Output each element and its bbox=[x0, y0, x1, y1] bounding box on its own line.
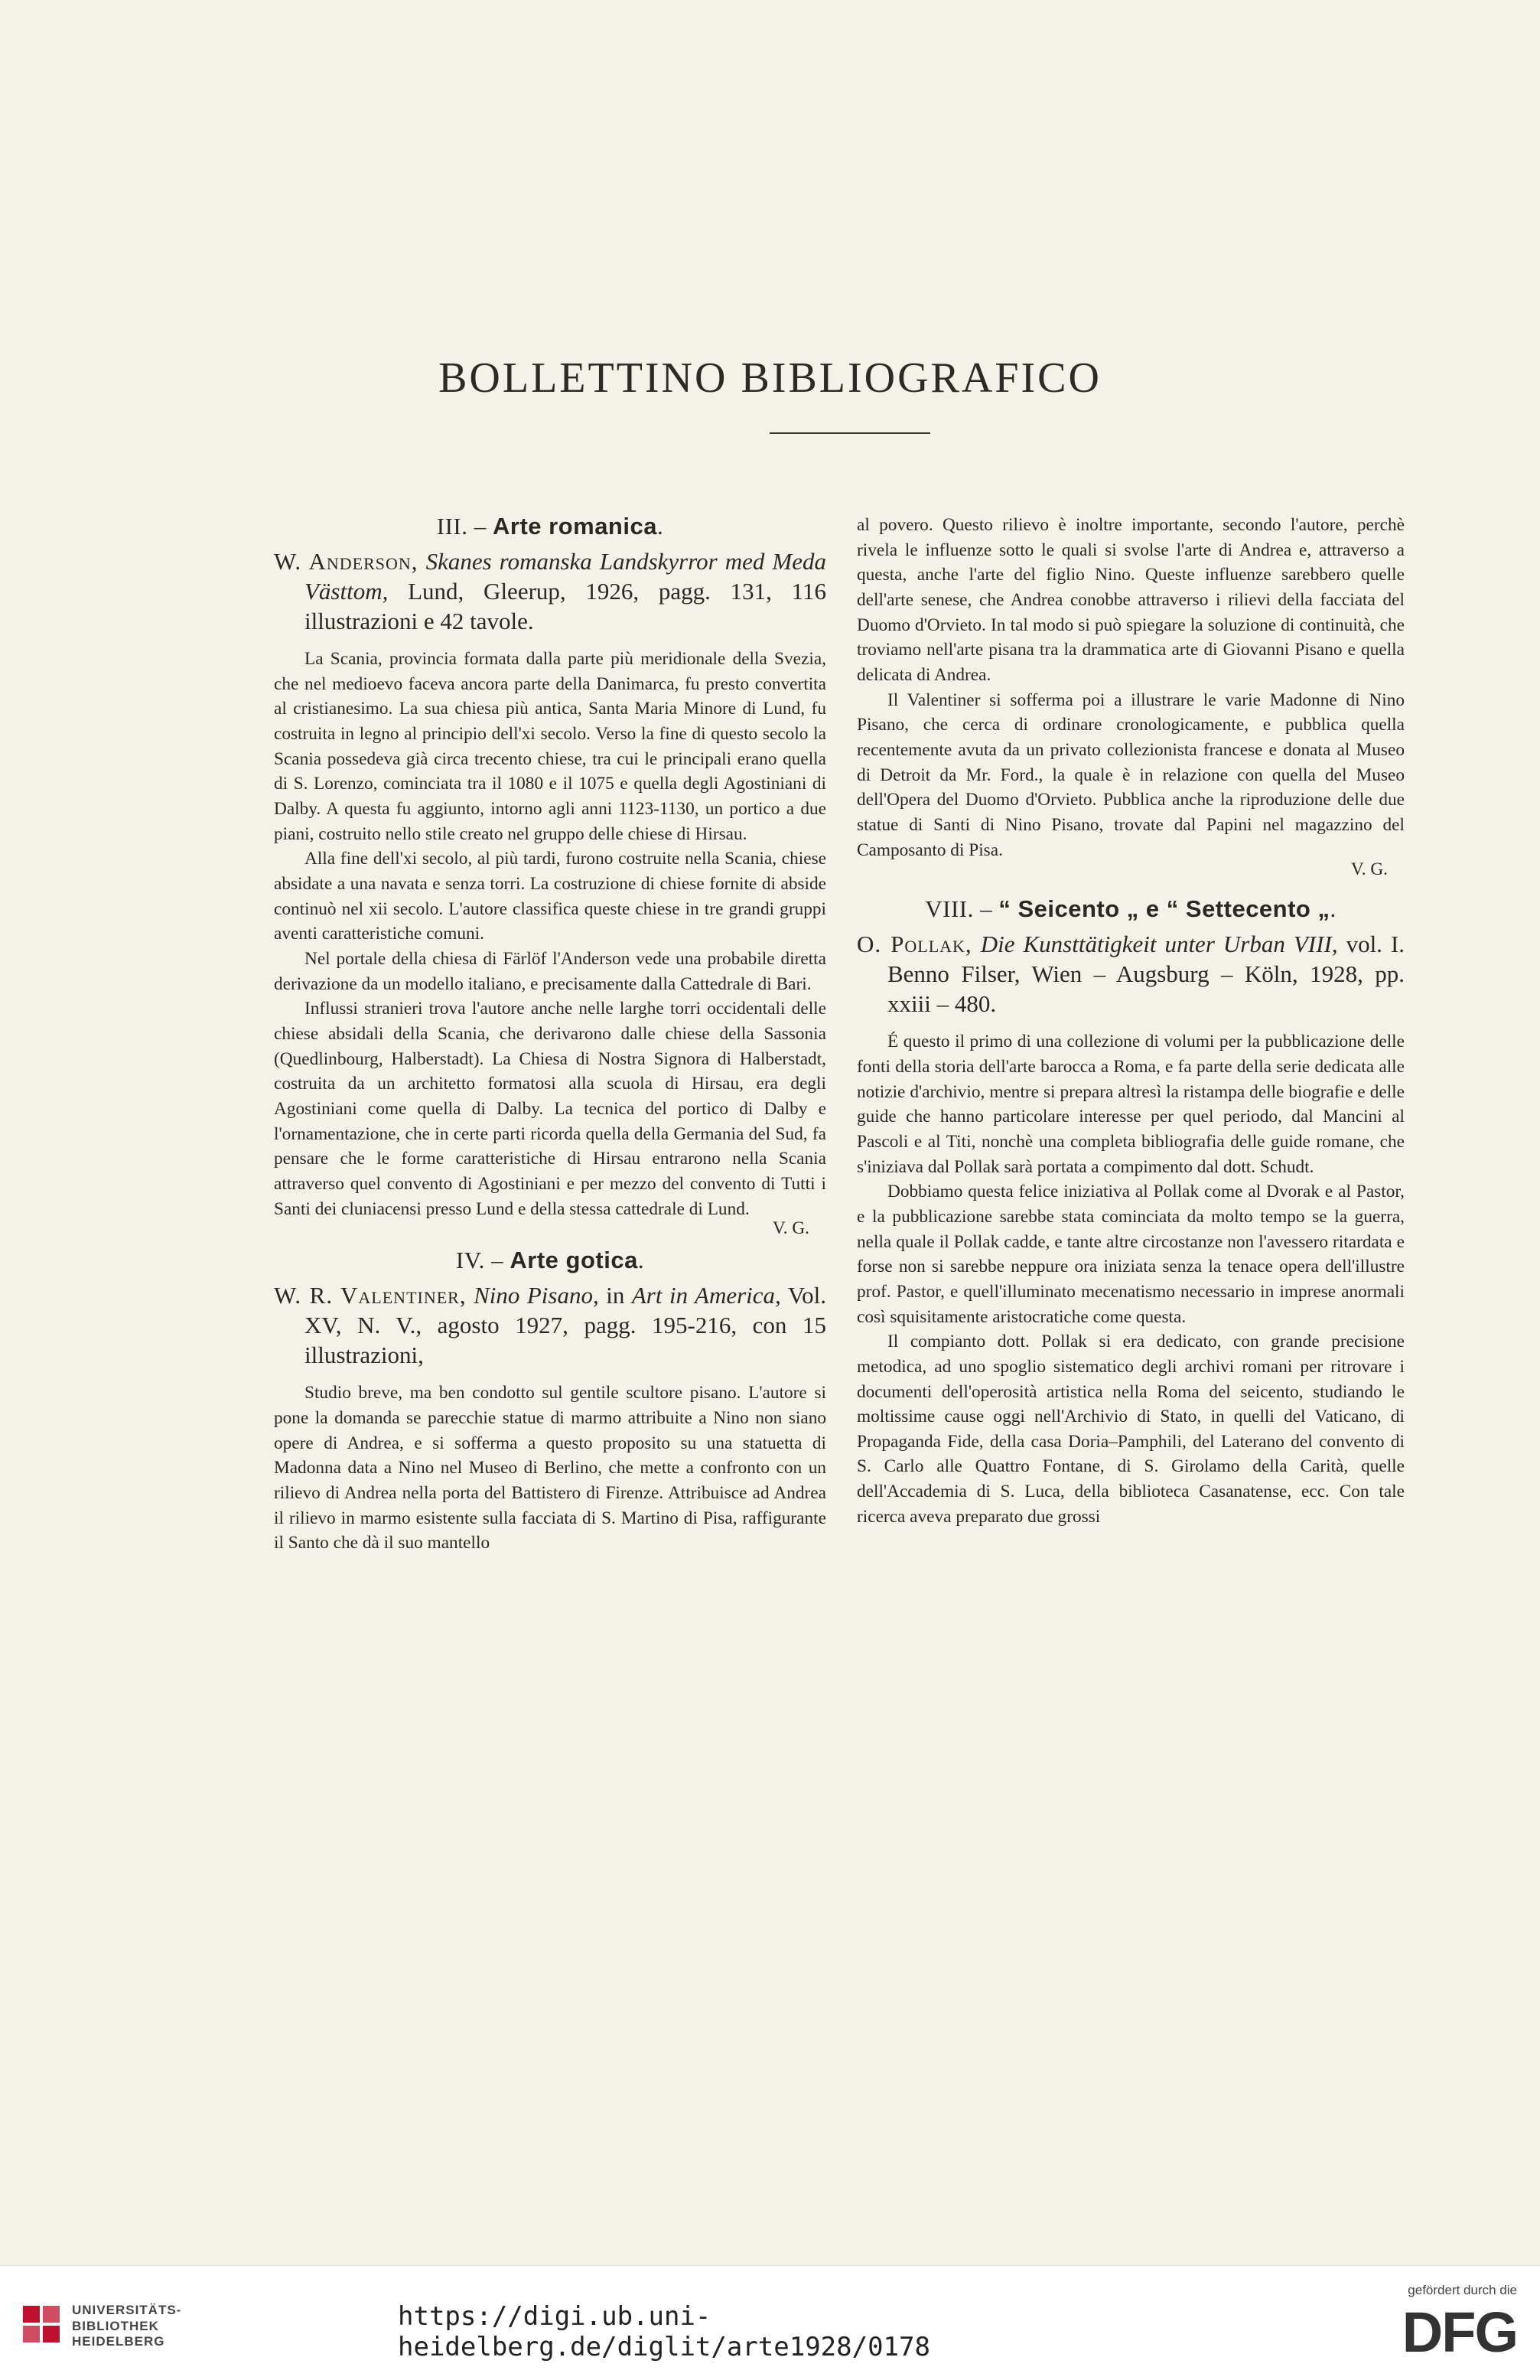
paragraph: Studio breve, ma ben condotto sul gentile scultore pisano. L'autore si pone la domanda se parecchie statue di marmo attribuite a Nino non siano opere di Andrea, e si sofferma a questo proposito su una statuetta di Madonna data a Nino nel Museo di Berlino, che mette a confronto con un rilievo di Andrea nella porta del Battistero di Firenze. Attribuisce ad Andrea il rilievo in marmo esistente sulla facciata di S. Martino di Pisa, raffigurante il Santo che dà il suo mantello bbox=[274, 1383, 826, 1554]
entry-author: W. R. Valentiner, bbox=[274, 1282, 467, 1309]
entry-publication: Lund, Gleerup, 1926, pagg. 131, 116 illustrazioni e 42 tavole. bbox=[304, 578, 826, 635]
entry-publication: Vol. XV, N. V., agosto 1927, pagg. 195-216, con 15 illustrazioni, bbox=[304, 1282, 826, 1369]
paragraph: La Scania, provincia formata dalla parte più meridionale della Svezia, che nel medioevo faceva ancora parte della Danimarca, fu presto convertita al cristianesimo. La sua chiesa più antica, Santa Maria Minore di Lund, fu costruita in legno al principio dell'xi secolo. Verso la fine di questo secolo la Scania possedeva già circa trecento chiese, tra cui le principali erano quella di S. Lorenzo, cominciata tra il 1080 e il 1075 e quella degli Agostiniani di Dalby. A questa fu aggiunto, intorno agli anni 1123-1130, un portico a due piani, costruito nello stile creato nel gruppo delle chiese di Hirsau. bbox=[274, 649, 826, 844]
entry-publication: vol. I. Benno Filser, Wien – Augsburg – Köln, 1928, pp. xxiii – 480. bbox=[887, 931, 1405, 1018]
entry-work-title: Die Kunsttätigkeit unter Urban VIII, bbox=[980, 931, 1338, 958]
paragraph: Alla fine dell'xi secolo, al più tardi, furono costruite nella Scania, chiese absidate a una navata e senza torri. La costruzione di chiese fornite di abside continuò nel xii secolo. L'autore classifica queste chiese in tre grandi gruppi aventi caratteristiche comuni. bbox=[274, 849, 826, 944]
entry-work-title: Skanes romanska Landskyrror med Meda Västtom, bbox=[304, 548, 826, 605]
right-column bbox=[857, 513, 1405, 1529]
reviewer-signature: V. G. bbox=[1350, 859, 1388, 880]
bibliography-entry-valentiner bbox=[274, 1280, 826, 1370]
entry-work-title: Nino Pisano, bbox=[474, 1282, 599, 1309]
paragraph: Influssi stranieri trova l'autore anche nelle larghe torri occidentali delle chiese absidali della Scania, che derivarono dalle chiese della Sassonia (Quedlinbourg, Halberstadt). La Chiesa di Nostra Signora di Halberstadt, costruita da un architetto formatosi alla scuola di Hirsau, era degli Agostiniani come quella di Dalby. La tecnica del portico di Dalby e l'ornamentazione, che in certe parti ricorda quella della Germania del Sud, fa pensare che le forme caratteristiche di Hirsau entrarono nella Scania attraverso quel convento di Agostiniani e per mezzo del convento di Tutti i Santi dei cluniacensi presso Lund e della stessa cattedrale di Lund. bbox=[274, 999, 826, 1219]
title-divider bbox=[770, 432, 930, 434]
review-body-valentiner bbox=[274, 1381, 826, 1556]
paragraph: É questo il primo di una collezione di volumi per la pubblicazione delle fonti della storia dell'arte barocca a Roma, e fa parte della serie dedicata alle notizie d'archivio, mentre si prepara altresì la ristampa delle biografie e delle guide che hanno particolare interesse per quel periodo, dal Mancini al Pascoli e al Titi, nonchè una completa bibliografia delle guide romane, che s'iniziava dal Pollak sarà portata a compimento dal dott. Schudt. bbox=[857, 1032, 1405, 1177]
review-body-pollak bbox=[857, 1029, 1405, 1529]
review-body-valentiner-continued bbox=[857, 513, 1405, 862]
permalink-url[interactable]: https://digi.ub.uni-heidelberg.de/diglit/arte1928/0178 bbox=[398, 2301, 930, 2362]
section-heading-gotica: IV. – Arte gotica. bbox=[455, 1247, 645, 1274]
entry-in: in bbox=[606, 1282, 625, 1309]
reviewer-signature: V. G. bbox=[772, 1218, 809, 1239]
paragraph: Nel portale della chiesa di Färlöf l'Anderson vede una probabile diretta derivazione da un modello italiano, e precisamente dalla Cattedrale di Bari. bbox=[274, 949, 826, 994]
section-heading-seicento: VIII. – “ Seicento „ e “ Settecento „. bbox=[925, 895, 1337, 923]
bibliography-entry-anderson bbox=[274, 546, 826, 636]
entry-author: W. Anderson, bbox=[274, 548, 418, 575]
funded-by-label: gefördert durch die bbox=[1408, 2283, 1517, 2297]
dfg-logo[interactable]: DFG bbox=[1402, 2300, 1517, 2364]
paragraph: Il Valentiner si sofferma poi a illustrare le varie Madonne di Nino Pisano, che cerca di ordinare cronologicamente, e pubblica quella recentemente avuta da un privato collezionista francese e donata al Museo di Detroit da Mr. Ford., la quale è in relazione con quella del Museo dell'Opera del Duomo d'Orvieto. Pubblica anche la riproduzione delle due statue di Santi di Nino Pisano, trovate dal Papini nel magazzino del Camposanto di Pisa. bbox=[857, 690, 1405, 860]
left-column bbox=[274, 513, 826, 1556]
university-library-name[interactable]: UNIVERSITÄTS- BIBLIOTHEK HEIDELBERG bbox=[72, 2303, 182, 2349]
entry-author: O. Pollak, bbox=[857, 931, 972, 958]
paragraph: al povero. Questo rilievo è inoltre importante, secondo l'autore, perchè rivela le influenze sotto le quali si svolse l'arte di Andrea e, attraverso a questa, anche l'arte del figlio Nino. Queste influenze sarebbero quelle dell'arte senese, che Andrea conobbe attraverso i rilievi della facciata del Duomo d'Orvieto. In tal modo si può spiegare la soluzione di continuità, che troviamo nell'arte pisana tra la drammatica arte di Giovanni Pisano e quella delicata di Andrea. bbox=[857, 515, 1405, 685]
paragraph: Il compianto dott. Pollak si era dedicato, con grande precisione metodica, ad uno spoglio sistematico degli archivi romani per ritrovare i documenti dell'operosità artistica nella Roma del seicento, studiando le moltissime cause oggi nell'Archivio di Stato, in quelli del Vaticano, di Propaganda Fide, della casa Doria–Pamphili, del Laterano del convento di S. Carlo alle Quattro Fontane, di S. Girolamo della Carità, quelle dell'Accademia di S. Luca, della biblioteca Casanatense, ecc. Con tale ricerca aveva preparato due grossi bbox=[857, 1332, 1405, 1527]
review-body-anderson bbox=[274, 647, 826, 1221]
university-library-logo-icon bbox=[23, 2306, 60, 2343]
bibliography-entry-pollak bbox=[857, 929, 1405, 1019]
page-title: BOLLETTINO BIBLIOGRAFICO bbox=[438, 354, 1102, 402]
paragraph: Dobbiamo questa felice iniziativa al Pollak come al Dvorak e al Pastor, e la pubblicazione sarebbe stata cominciata da molto tempo se la guerra, nella quale il Pollak cadde, e tante altre circostanze non l'avessero ritardata e forse non si sarebbe neppure ora iniziata senza la tenace opera dell'illustre prof. Pastor, e quell'illuminato mecenatismo necessario in imprese anormali così squisitamente aristocratiche come questa. bbox=[857, 1182, 1405, 1327]
entry-journal: Art in America, bbox=[631, 1282, 781, 1309]
section-heading-romanica: III. – Arte romanica. bbox=[436, 513, 664, 540]
viewer-footer bbox=[0, 2265, 1540, 2380]
